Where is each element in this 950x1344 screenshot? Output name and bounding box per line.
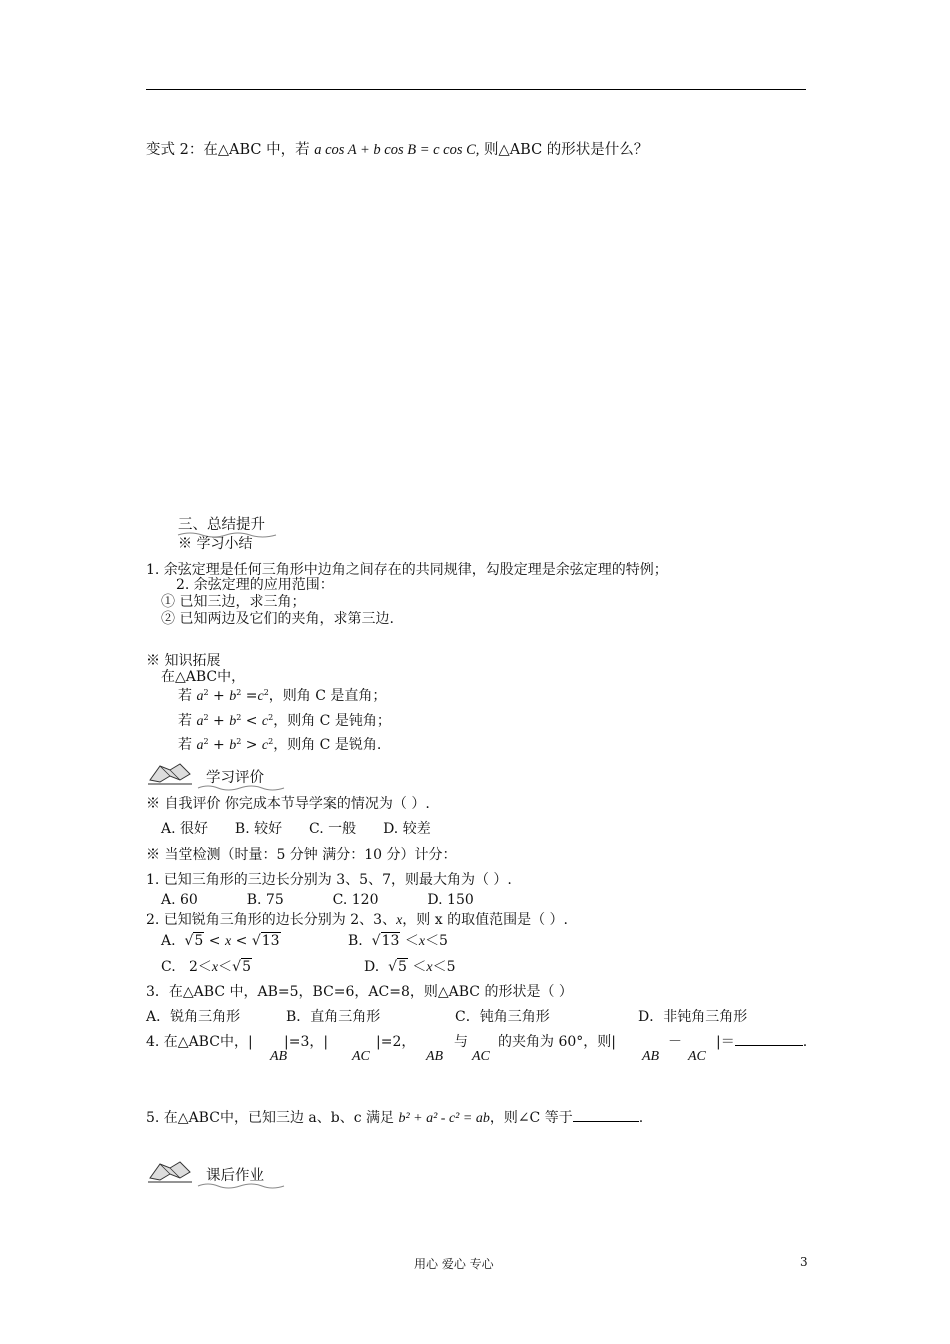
- q2-option-c: C. 2＜x＜√5: [161, 959, 251, 975]
- question-4-part-f: －: [668, 1034, 682, 1050]
- homework-title-underline: [196, 1182, 286, 1190]
- self-option-a: A. 很好: [161, 821, 209, 837]
- vector-ab-1: AB: [270, 1049, 288, 1064]
- summary-heading: ※ 学习小结: [178, 536, 253, 552]
- extension-case-3: 若 $a^2 + b^2 > c^2$，则角 C 是锐角.: [178, 737, 382, 753]
- extension-case-2: 若 $a^2 + b^2 < c^2$，则角 C 是钝角；: [178, 713, 391, 729]
- question-3: 3．在△ABC 中，AB=5，BC=6，AC=8，则△ABC 的形状是（ ）: [146, 984, 573, 1000]
- vector-ac-3: AC: [688, 1049, 706, 1064]
- page-number: 3: [800, 1255, 808, 1269]
- evaluation-title: 学习评价: [206, 770, 264, 786]
- self-option-c: C. 一般: [309, 821, 357, 837]
- extension-case-1: 若 $a^2 + b^2 =c^2$，则角 C 是直角；: [178, 688, 387, 704]
- question-5: 5. 在△ABC中，已知三边 a、b、c 满足 b² + a² - c² = ab，则∠C 等于 .: [146, 1110, 644, 1126]
- section3-title: 三、总结提升: [178, 517, 265, 533]
- self-eval-options: [161, 822, 431, 836]
- self-option-b: B. 较好: [234, 821, 283, 837]
- vector-ac-2: AC: [472, 1049, 490, 1064]
- footer-center: 用心 爱心 专心: [414, 1257, 494, 1271]
- question-4-part-c: |=2，: [376, 1034, 416, 1050]
- q2-option-b: B. √13 ＜x＜5: [348, 933, 448, 949]
- vector-ac-1: AC: [352, 1049, 370, 1064]
- summary-item-2b: ② 已知两边及它们的夹角，求第三边.: [161, 611, 394, 627]
- vector-ab-2: AB: [426, 1049, 444, 1064]
- extension-intro: 在△ABC中，: [161, 669, 246, 685]
- test-heading: ※ 当堂检测（时量：5 分钟 满分：10 分）计分：: [146, 847, 457, 863]
- summary-item-1: 1. 余弦定理是任何三角形中边角之间存在的共同规律，勾股定理是余弦定理的特例；: [146, 562, 668, 578]
- evaluation-title-underline: [196, 784, 286, 792]
- question-1-options: [161, 893, 474, 907]
- q3-option-d: D．非钝角三角形: [638, 1009, 748, 1025]
- q1-option-d: D. 150: [427, 892, 474, 908]
- q3-option-b: B．直角三角形: [286, 1009, 381, 1025]
- book-icon: [146, 758, 196, 788]
- q3-option-a: A．锐角三角形: [146, 1009, 241, 1025]
- question-4-part-e: 的夹角为 60°，则|: [498, 1034, 616, 1050]
- summary-item-2a: ① 已知三边，求三角；: [161, 594, 306, 610]
- variant2-formula: a cos A + b cos B = c cos C,: [314, 142, 480, 158]
- q3-option-c: C．钝角三角形: [455, 1009, 550, 1025]
- q1-option-a: A. 60: [161, 892, 198, 908]
- header-rule: [146, 89, 806, 90]
- extension-heading: ※ 知识拓展: [146, 653, 221, 669]
- q2-option-d: D. √5 ＜x＜5: [364, 959, 456, 975]
- question-4-part-d: 与: [454, 1034, 468, 1050]
- vector-ab-3: AB: [642, 1049, 660, 1064]
- question-1: 1. 已知三角形的三边长分别为 3、5、7，则最大角为（ ）.: [146, 872, 512, 888]
- self-eval: ※ 自我评价 你完成本节导学案的情况为（ ）.: [146, 796, 430, 812]
- summary-item-2: 2. 余弦定理的应用范围：: [176, 577, 334, 593]
- q5-formula: b² + a² - c² = ab: [398, 1111, 490, 1126]
- variant2-prefix: 变式 2：在△ABC 中，若: [146, 142, 310, 158]
- question-4-part-b: |=3，|: [284, 1034, 329, 1050]
- variant2-suffix: 则△ABC 的形状是什么？: [484, 142, 649, 158]
- question-4-part-g: |＝ .: [716, 1034, 808, 1050]
- q1-option-b: B. 75: [246, 892, 284, 908]
- question-4-part-a: 4. 在△ABC中，|: [146, 1034, 253, 1050]
- self-option-d: D. 较差: [383, 821, 431, 837]
- question-2: 2. 已知锐角三角形的边长分别为 2、3、x，则 x 的取值范围是（ ）.: [146, 912, 568, 928]
- book-icon-homework: [146, 1156, 196, 1186]
- q1-option-c: C. 120: [332, 892, 379, 908]
- q2-option-a: A. √5 < x < √13: [161, 933, 280, 949]
- homework-title: 课后作业: [206, 1168, 264, 1184]
- variant2-line: [146, 143, 648, 158]
